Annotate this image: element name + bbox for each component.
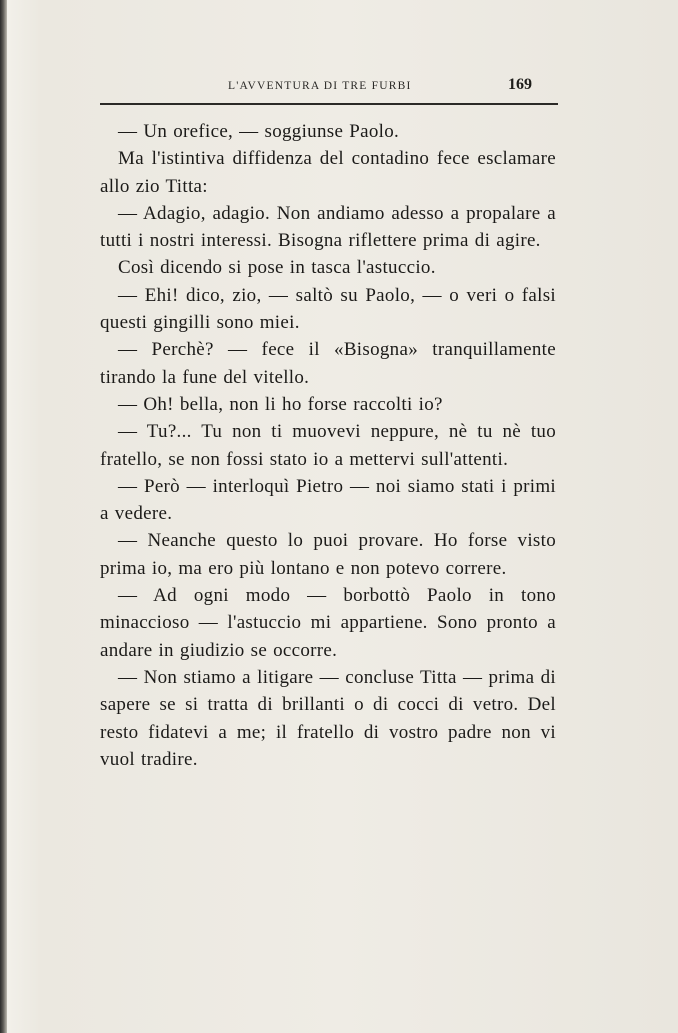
paragraph: Ma l'istintiva diffidenza del contadino fece esclamare allo zio Titta: bbox=[100, 148, 556, 197]
paragraph: — Perchè? — fece il «Bisogna» tranquillamente tirando la fune del vitello. bbox=[100, 339, 556, 388]
paragraph: — Un orefice, — soggiunse Paolo. bbox=[118, 121, 400, 142]
page-number: 169 bbox=[508, 76, 532, 93]
binding-edge bbox=[0, 0, 7, 1033]
paragraph: — Adagio, adagio. Non andiamo adesso a propalare a tutti i nostri interessi. Bisogna riflettere prima di agire. bbox=[100, 202, 556, 252]
paragraph: — Neanche questo lo puoi provare. Ho forse visto prima io, ma ero più lontano e non potevo correre. bbox=[100, 530, 556, 579]
paragraph: — Oh! bella, non li ho forse raccolti io? bbox=[118, 393, 443, 415]
running-title: L'AVVENTURA DI TRE FURBI bbox=[228, 80, 412, 92]
body-text bbox=[100, 118, 556, 773]
paragraph: — Ehi! dico, zio, — saltò su Paolo, — o veri o falsi questi gingilli sono miei. bbox=[100, 284, 556, 334]
paragraph: — Ad ogni modo — borbottò Paolo in tono minaccioso — l'astuccio mi appartiene. Sono pronto a andare in giudizio se occorre. bbox=[100, 585, 556, 661]
paragraph: Così dicendo si pose in tasca l'astuccio. bbox=[118, 257, 436, 279]
paragraph: — Però — interloquì Pietro — noi siamo stati i primi a vedere. bbox=[100, 475, 556, 525]
running-head bbox=[100, 74, 560, 108]
paragraph: — Non stiamo a litigare — concluse Titta — prima di sapere se si tratta di brillanti o di cocci di vetro. Del resto fidatevi a me; il fratello di vostro padre non vi vuol tradire. bbox=[100, 666, 556, 770]
paragraph: — Tu?... Tu non ti muovevi neppure, nè tu nè tuo fratello, se non fossi stato io a mettervi sull'attenti. bbox=[100, 421, 556, 470]
header-rule bbox=[100, 103, 558, 105]
